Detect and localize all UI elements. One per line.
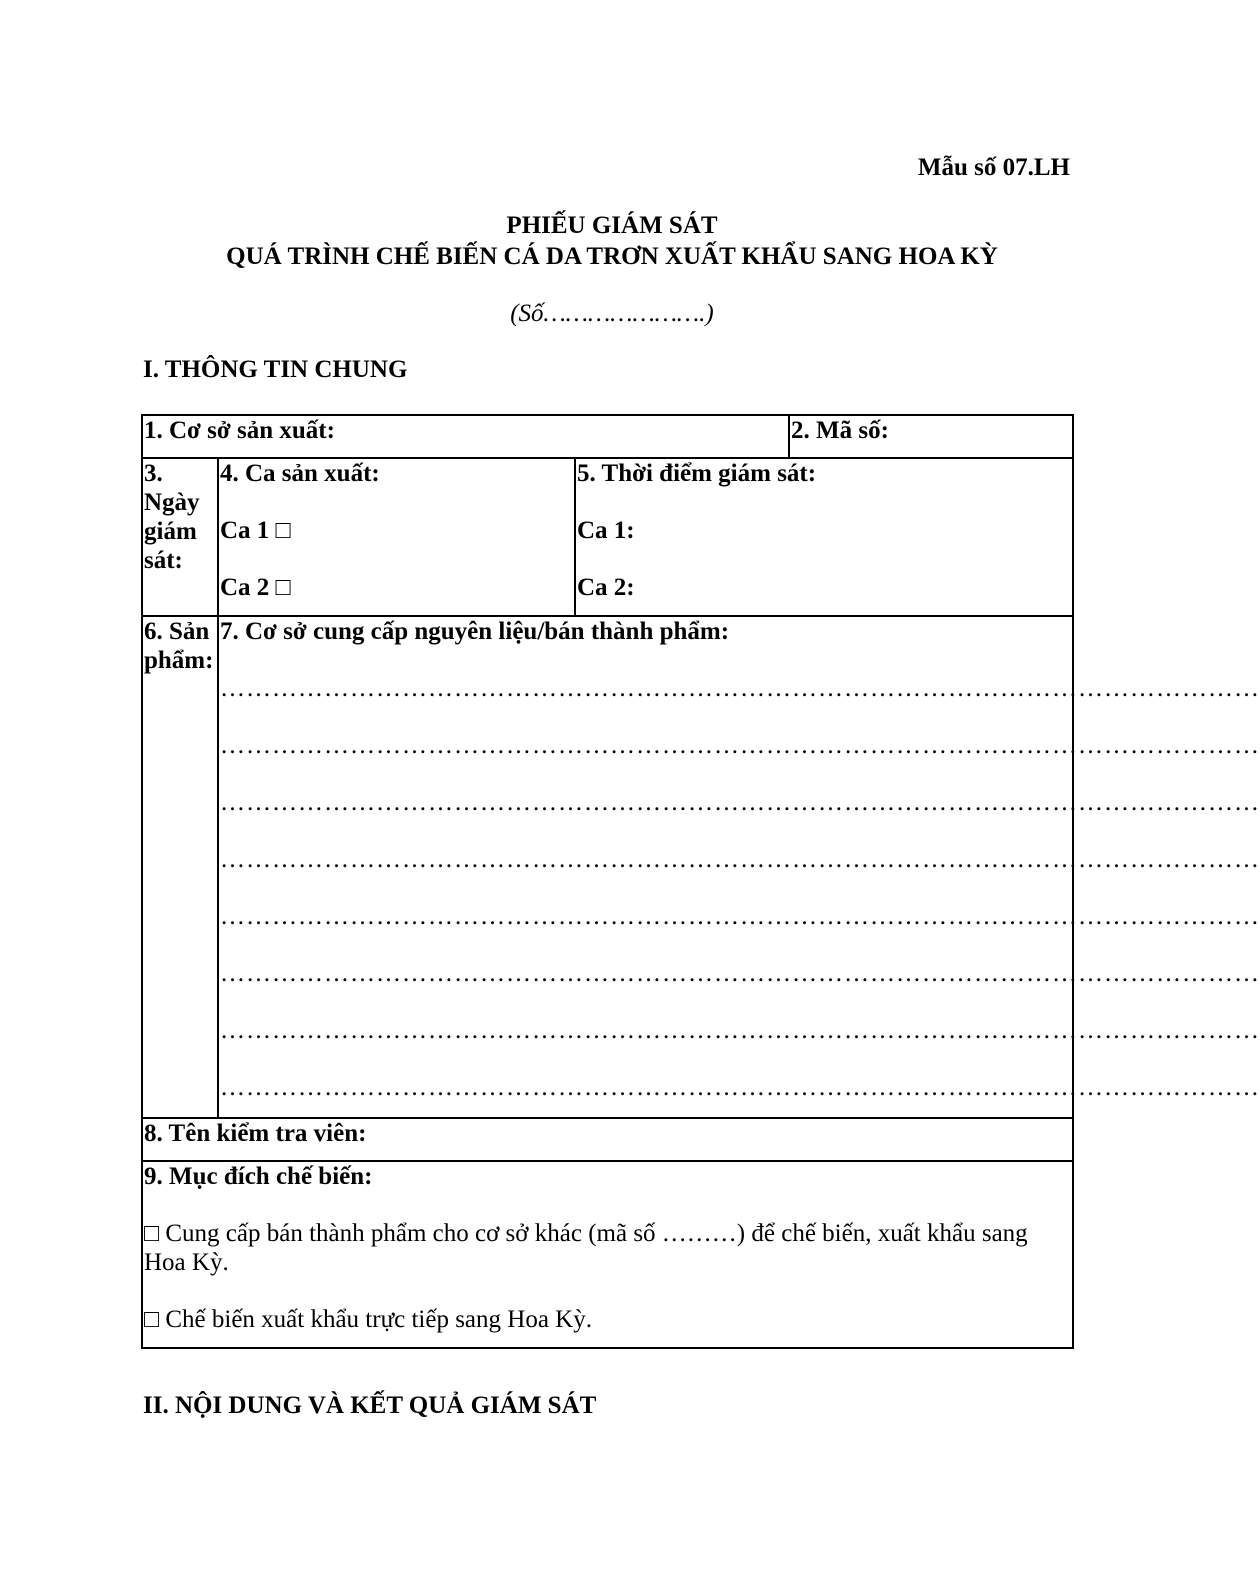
table-row [142,458,1073,616]
production-shift-label: 4. Ca sản xuất: [220,460,380,487]
form-number: Mẫu số 07.LH [917,154,1070,181]
document-title [0,210,1224,272]
supplier-dotted-line[interactable]: ………………………………………………………………………………………………………… [220,1017,1260,1044]
supervision-time-label: 5. Thời điểm giám sát: [577,460,817,487]
shift-2-time-field[interactable]: Ca 2: [577,574,635,601]
supplier-dotted-line[interactable]: ………………………………………………………………………………………………………… [220,846,1260,873]
supervision-date-field[interactable]: 3. Ngày giám sát: [142,458,218,616]
table-row [142,616,1073,1118]
table-row [142,1118,1073,1161]
section-general-info-heading: I. THÔNG TIN CHUNG [143,356,408,383]
processing-purpose-label: 9. Mục đích chế biến: [144,1163,373,1190]
production-shift-cell [218,458,575,616]
general-info-table [141,414,1260,1349]
supplier-cell [218,616,1260,1118]
production-facility-field[interactable]: 1. Cơ sở sản xuất: [142,415,789,458]
shift-2-checkbox[interactable]: Ca 2 □ [220,574,291,601]
inspector-name-field[interactable]: 8. Tên kiểm tra viên: [142,1118,1073,1161]
title-line-1: PHIẾU GIÁM SÁT [506,212,718,239]
code-field[interactable]: 2. Mã số: [789,415,1073,458]
supplier-label: 7. Cơ sở cung cấp nguyên liệu/bán thành phẩm: [220,618,730,645]
document-number: (Số………………….) [510,300,714,327]
supervision-time-cell [575,458,1073,616]
table-row [142,415,1073,458]
supplier-dotted-line[interactable]: ………………………………………………………………………………………………………… [220,675,1260,702]
supplier-dotted-line[interactable]: ………………………………………………………………………………………………………… [220,903,1260,930]
section-content-results-heading: II. NỘI DUNG VÀ KẾT QUẢ GIÁM SÁT [143,1392,597,1419]
shift-1-time-field[interactable]: Ca 1: [577,517,635,544]
supplier-dotted-line[interactable]: ………………………………………………………………………………………………………… [220,1074,1260,1101]
title-line-2: QUÁ TRÌNH CHẾ BIẾN CÁ DA TRƠN XUẤT KHẨU SANG HOA KỲ [226,243,998,270]
shift-1-checkbox[interactable]: Ca 1 □ [220,517,291,544]
purpose-option-direct-export[interactable]: □ Chế biến xuất khẩu trực tiếp sang Hoa Kỳ. [144,1306,592,1333]
product-field[interactable]: 6. Sản phẩm: [142,616,218,1118]
processing-purpose-cell [142,1161,1073,1348]
supplier-dotted-line[interactable]: ………………………………………………………………………………………………………… [220,960,1260,987]
purpose-option-semi-finished[interactable]: □ Cung cấp bán thành phẩm cho cơ sở khác (mã số ………) để chế biến, xuất khẩu sang Hoa Kỳ. [144,1220,1028,1276]
supplier-dotted-line[interactable]: ………………………………………………………………………………………………………… [220,789,1260,816]
supplier-dotted-line[interactable]: ………………………………………………………………………………………………………… [220,732,1260,759]
table-row [142,1161,1073,1348]
